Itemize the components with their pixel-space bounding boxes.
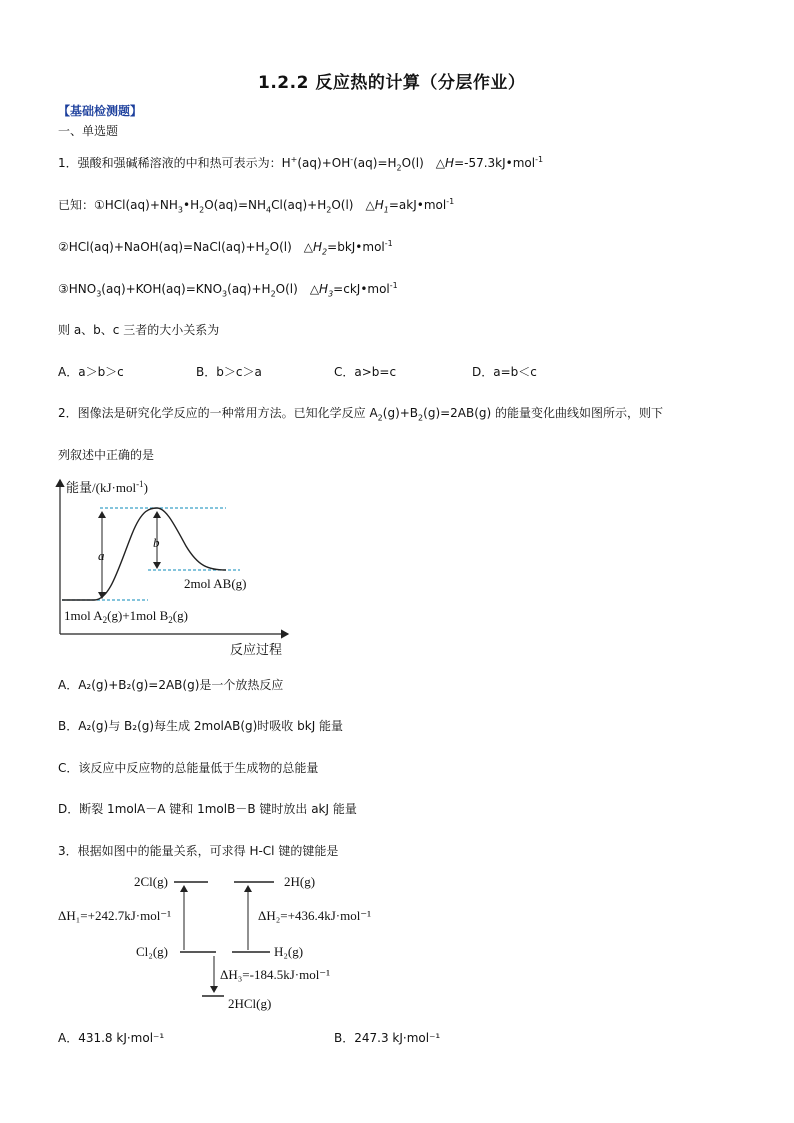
q3-label-dh2: ΔH₂=+436.4kJ·mol⁻¹ bbox=[258, 908, 372, 923]
q3-label-2hcl: 2HCl(g) bbox=[228, 996, 272, 1011]
q1-option-d[interactable]: D．a=b＜c bbox=[472, 365, 537, 379]
page-title: 1.2.2 反应热的计算（分层作业） bbox=[258, 73, 526, 93]
q3-option-a[interactable]: A．431.8 kJ·mol⁻¹ bbox=[58, 1031, 165, 1045]
label-a: a bbox=[98, 548, 105, 563]
q3-label-2h: 2H(g) bbox=[284, 874, 316, 889]
x-axis-label: 反应过程 bbox=[230, 642, 283, 657]
q1-option-a[interactable]: A．a＞b＞c bbox=[58, 365, 124, 379]
q1-stem: 1．强酸和强碱稀溶液的中和热可表示为：$H^+(aq)+OH^-(aq)=H_2O(l)$ △H=-57.3kJ•mol$^{-1}$ bbox=[58, 155, 544, 173]
reactant-label: 1mol $A_2(g)+1mol$ $B_2(g)$ bbox=[64, 608, 188, 625]
q1-equation-2: $②HCl(aq)+NaOH(aq)=NaCl(aq)+H_2O(l)$ $\triangle H_2=bkJ•mol^{-1}$ bbox=[58, 239, 393, 257]
q2-option-b[interactable]: B．A₂(g)与 B₂(g)每生成 2molAB(g)时吸收 bkJ 能量 bbox=[58, 719, 344, 733]
q2-energy-diagram bbox=[40, 474, 300, 662]
section-tag: 【基础检测题】 bbox=[58, 104, 143, 118]
q2-option-c[interactable]: C．该反应中反应物的总能量低于生成物的总能量 bbox=[58, 761, 319, 775]
q2-stem-line1: 2．图像法是研究化学反应的一种常用方法。已知化学反应 $A_2(g)+B_2(g)=2AB(g)$ 的能量变化曲线如图所示，则下 bbox=[58, 406, 664, 423]
q1-option-c[interactable]: C．a>b=c bbox=[334, 365, 397, 379]
product-label: 2mol AB(g) bbox=[184, 576, 247, 591]
q3-label-dh1: ΔH₁=+242.7kJ·mol⁻¹ bbox=[58, 908, 172, 923]
q3-label-cl2: Cl₂(g) bbox=[136, 944, 168, 959]
q1-question: 则 a、b、c 三者的大小关系为 bbox=[58, 323, 220, 337]
q3-energy-diagram bbox=[56, 868, 396, 1012]
q3-label-2cl: 2Cl(g) bbox=[134, 874, 168, 889]
q2-option-a[interactable]: A．A₂(g)+B₂(g)=2AB(g)是一个放热反应 bbox=[58, 678, 284, 692]
q1-option-b[interactable]: B．b＞c＞a bbox=[196, 365, 262, 379]
label-b: b bbox=[153, 535, 160, 550]
q2-option-d[interactable]: D．断裂 1molA－A 键和 1molB－B 键时放出 akJ 能量 bbox=[58, 802, 357, 816]
q2-stem-line2: 列叙述中正确的是 bbox=[58, 448, 155, 462]
q1-equation-1: 已知：$①HCl(aq)+NH_3•H_2O(aq)=NH_4Cl(aq)+H_2O(l)$ $\triangle H_1=akJ•mol^{-1}$ bbox=[58, 197, 455, 215]
q3-stem: 3．根据如图中的能量关系，可求得 H-Cl 键的键能是 bbox=[58, 844, 339, 858]
q3-label-h2: H₂(g) bbox=[274, 944, 304, 959]
y-axis-label: 能量/(kJ·mol$^{-1}$) bbox=[66, 479, 148, 495]
q3-label-dh3: ΔH₃=-184.5kJ·mol⁻¹ bbox=[220, 967, 331, 982]
q3-option-b[interactable]: B．247.3 kJ·mol⁻¹ bbox=[334, 1031, 441, 1045]
section-type: 一、单选题 bbox=[58, 124, 119, 138]
q1-equation-3: $③HNO_3(aq)+KOH(aq)=KNO_3(aq)+H_2O(l)$ $\triangle H_3=ckJ•mol^{-1}$ bbox=[58, 281, 398, 299]
